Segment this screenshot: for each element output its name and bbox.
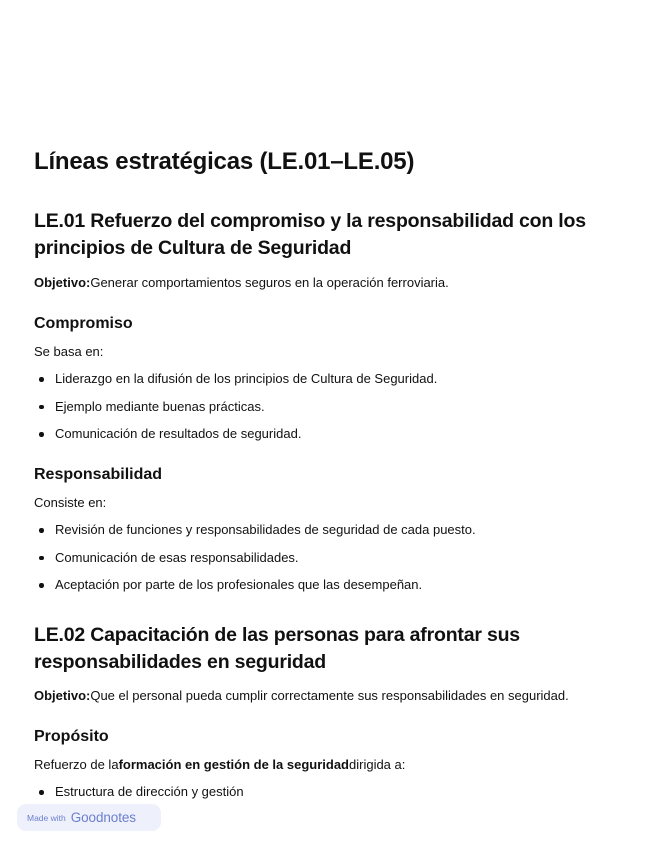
proposito-intro bbox=[34, 756, 624, 774]
proposito-intro-after: dirigida a: bbox=[349, 757, 406, 772]
le02-objective-label: Objetivo: bbox=[34, 688, 91, 703]
compromiso-list bbox=[34, 370, 624, 443]
compromiso-intro: Se basa en: bbox=[34, 344, 104, 359]
le01-objective-label: Objetivo: bbox=[34, 275, 91, 290]
list-item: Estructura de dirección y gestión bbox=[34, 783, 624, 801]
le01-objective-text: Generar comportamientos seguros en la operación ferroviaria. bbox=[90, 275, 449, 290]
responsabilidad-list bbox=[34, 521, 624, 594]
proposito-heading: Propósito bbox=[34, 728, 109, 745]
document-page bbox=[34, 146, 624, 801]
compromiso-heading: Compromiso bbox=[34, 315, 133, 332]
badge-made-with-label: Made with bbox=[27, 812, 66, 823]
le02-objective-text: Que el personal pueda cumplir correctamente sus responsabilidades en seguridad. bbox=[90, 688, 569, 703]
list-item: Liderazgo en la difusión de los principios de Cultura de Seguridad. bbox=[34, 370, 624, 388]
goodnotes-logo: Goodnotes bbox=[70, 810, 136, 825]
responsabilidad-heading: Responsabilidad bbox=[34, 466, 163, 483]
list-item: Revisión de funciones y responsabilidades de seguridad de cada puesto. bbox=[34, 521, 624, 539]
made-with-goodnotes-badge[interactable] bbox=[17, 804, 161, 831]
le01-objective bbox=[34, 274, 624, 292]
list-item: Comunicación de esas responsabilidades. bbox=[34, 549, 624, 567]
le01-heading: LE.01 Refuerzo del compromiso y la responsabilidad con los principios de Cultura de Seguridad bbox=[34, 210, 586, 259]
list-item: Ejemplo mediante buenas prácticas. bbox=[34, 398, 624, 416]
responsabilidad-intro: Consiste en: bbox=[34, 495, 107, 510]
proposito-intro-bold: formación en gestión de la seguridad bbox=[118, 757, 349, 772]
page-title: Líneas estratégicas (LE.01–LE.05) bbox=[34, 148, 415, 175]
list-item: Aceptación por parte de los profesionales que las desempeñan. bbox=[34, 576, 624, 594]
list-item: Comunicación de resultados de seguridad. bbox=[34, 425, 624, 443]
le02-heading: LE.02 Capacitación de las personas para afrontar sus responsabilidades en seguridad bbox=[34, 624, 520, 673]
le02-objective bbox=[34, 687, 624, 705]
proposito-list bbox=[34, 783, 624, 801]
proposito-intro-before: Refuerzo de la bbox=[34, 757, 119, 772]
